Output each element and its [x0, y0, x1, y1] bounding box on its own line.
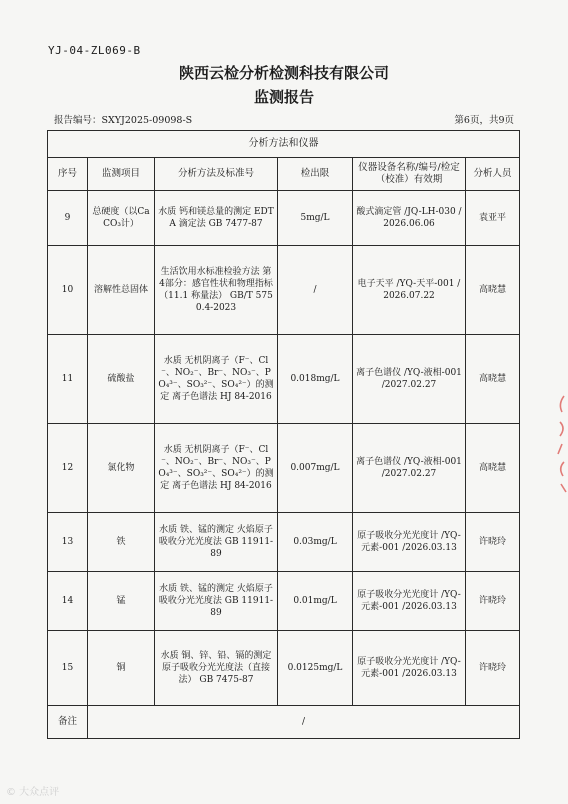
- analyst: 高晓慧: [466, 246, 520, 335]
- analysis-method: 水质 铁、锰的测定 火焰原子吸收分光光度法 GB 11911-89: [155, 513, 278, 572]
- note-row: [48, 706, 520, 739]
- column-header: 仪器设备名称/编号/检定（校准）有效期: [353, 158, 466, 191]
- instrument: 原子吸收分光光度计 /YQ-元素-001 /2026.03.13: [353, 631, 466, 706]
- seal-stamp-edge: [552, 392, 568, 502]
- column-header: 分析人员: [466, 158, 520, 191]
- note-value: /: [88, 706, 520, 739]
- instrument: 酸式滴定管 /JQ-LH-030 /2026.06.06: [353, 191, 466, 246]
- row-number: 12: [48, 424, 88, 513]
- column-header: 分析方法及标准号: [155, 158, 278, 191]
- table-row: [48, 572, 520, 631]
- row-number: 11: [48, 335, 88, 424]
- analysis-method: 水质 铜、锌、铅、镉的测定 原子吸收分光光度法（直接法） GB 7475-87: [155, 631, 278, 706]
- table-row: [48, 513, 520, 572]
- column-header: 检出限: [278, 158, 353, 191]
- detection-limit: 0.03mg/L: [278, 513, 353, 572]
- table-row: [48, 191, 520, 246]
- monitoring-item: 铁: [88, 513, 155, 572]
- report-title: 监测报告: [253, 88, 314, 106]
- detection-limit: 0.007mg/L: [278, 424, 353, 513]
- row-number: 9: [48, 191, 88, 246]
- row-number: 14: [48, 572, 88, 631]
- monitoring-item: 总硬度（以CaCO₃计）: [88, 191, 155, 246]
- document-code: YJ-04-ZL069-B: [48, 44, 141, 57]
- row-number: 13: [48, 513, 88, 572]
- analyst: 高晓慧: [466, 424, 520, 513]
- analysis-method: 水质 铁、锰的测定 火焰原子吸收分光光度法 GB 11911-89: [155, 572, 278, 631]
- instrument: 原子吸收分光光度计 /YQ-元素-001 /2026.03.13: [353, 572, 466, 631]
- table-row: [48, 246, 520, 335]
- instrument: 电子天平 /YQ-天平-001 /2026.07.22: [353, 246, 466, 335]
- row-number: 15: [48, 631, 88, 706]
- analysis-method: 水质 无机阴离子（F⁻、Cl⁻、NO₂⁻、Br⁻、NO₃⁻、PO₄³⁻、SO₃²⁻、SO₄²⁻）的测定 离子色谱法 HJ 84-2016: [155, 424, 278, 513]
- monitoring-item: 锰: [88, 572, 155, 631]
- table-row: [48, 424, 520, 513]
- methods-table: [47, 130, 520, 739]
- instrument: 离子色谱仪 /YQ-液相-001 /2027.02.27: [353, 424, 466, 513]
- analyst: 袁亚平: [466, 191, 520, 246]
- analysis-method: 水质 无机阴离子（F⁻、Cl⁻、NO₂⁻、Br⁻、NO₃⁻、PO₄³⁻、SO₃²⁻、SO₄²⁻）的测定 离子色谱法 HJ 84-2016: [155, 335, 278, 424]
- watermark: © 大众点评: [6, 787, 60, 798]
- analysis-method: 生活饮用水标准检验方法 第4部分：感官性状和物理指标（11.1 称量法） GB/T 5750.4-2023: [155, 246, 278, 335]
- analyst: 许晓玲: [466, 513, 520, 572]
- detection-limit: 0.0125mg/L: [278, 631, 353, 706]
- monitoring-item: 铜: [88, 631, 155, 706]
- analyst: 高晓慧: [466, 335, 520, 424]
- monitoring-item: 溶解性总固体: [88, 246, 155, 335]
- detection-limit: 0.01mg/L: [278, 572, 353, 631]
- column-header: 序号: [48, 158, 88, 191]
- column-header: 监测项目: [88, 158, 155, 191]
- table-row: [48, 631, 520, 706]
- company-name: 陕西云检分析检测科技有限公司: [178, 64, 389, 82]
- report-number: 报告编号：SXYJ2025-09098-S: [54, 115, 193, 126]
- detection-limit: 0.018mg/L: [278, 335, 353, 424]
- analysis-method: 水质 钙和镁总量的测定 EDTA 滴定法 GB 7477-87: [155, 191, 278, 246]
- instrument: 原子吸收分光光度计 /YQ-元素-001 /2026.03.13: [353, 513, 466, 572]
- header-row: [48, 158, 520, 191]
- table-row: [48, 335, 520, 424]
- row-number: 10: [48, 246, 88, 335]
- section-title: 分析方法和仪器: [48, 131, 520, 158]
- analyst: 许晓玲: [466, 572, 520, 631]
- monitoring-item: 氯化物: [88, 424, 155, 513]
- detection-limit: /: [278, 246, 353, 335]
- page-info: 第6页，共9页: [454, 115, 514, 126]
- instrument: 离子色谱仪 /YQ-液相-001 /2027.02.27: [353, 335, 466, 424]
- detection-limit: 5mg/L: [278, 191, 353, 246]
- analyst: 许晓玲: [466, 631, 520, 706]
- note-label: 备注: [48, 706, 88, 739]
- monitoring-item: 硫酸盐: [88, 335, 155, 424]
